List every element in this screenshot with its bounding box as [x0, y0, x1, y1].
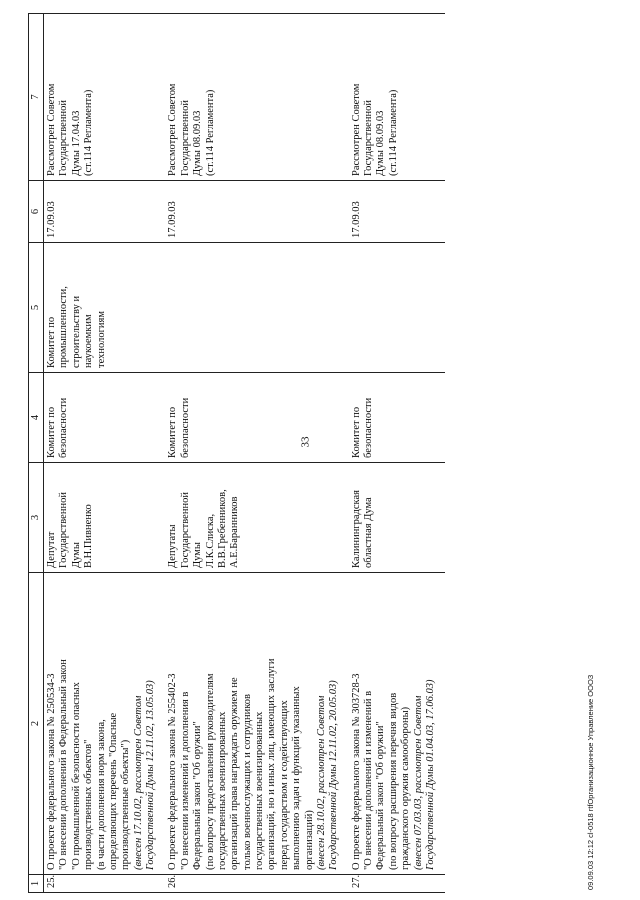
bill-status-line: Государственной [58, 100, 70, 176]
footer-text: 09.09.03 12:12 cl-0518 rtfОрганизационное Управление ОООЗ [586, 674, 595, 890]
bill-author-line: В.Н.Пивненко [83, 504, 95, 568]
bill-description-dates-line: (внесен 07.03.03, рассмотрен Советом [412, 695, 424, 870]
bill-description-line: (по вопросу расширения перечня видов [387, 692, 399, 870]
responsible-committee-line: Комитет по [46, 406, 57, 458]
bill-description-line: "О промышленной безопасности опасных [70, 682, 82, 870]
bill-status-line: Рассмотрен Советом [350, 83, 362, 176]
responsible-committee-line: Комитет по [167, 406, 179, 458]
review-date: 17.09.03 [165, 181, 348, 243]
responsible-committee [44, 373, 166, 463]
bill-status-line: (ст.114 Регламента) [83, 89, 95, 176]
bill-description-line: гражданского оружия самообороны) [400, 706, 412, 870]
bill-status-line: Думы 17.04.03 [70, 110, 82, 176]
responsible-committee-line: безопасности [58, 397, 70, 458]
bill-author-line: областная Дума [363, 497, 374, 568]
bill-description-line: перед государством и содействующих [278, 700, 290, 870]
row-number: 25. [44, 875, 166, 893]
co-executor-committee [165, 243, 348, 373]
bill-author-line: Думы [70, 542, 82, 568]
review-date: 17.09.03 [349, 181, 446, 243]
bill-description [349, 573, 446, 875]
bill-status-line: Государственной [179, 100, 191, 176]
bill-description-dates-line: (внесен 17.10.02, рассмотрен Советом [132, 695, 144, 870]
responsible-committee-line: Комитет по [350, 406, 362, 458]
column-header: 3 [29, 463, 44, 573]
table-row [349, 14, 446, 893]
column-number-row [29, 14, 44, 893]
bill-description-line: производственных объектов" [83, 739, 95, 870]
bill-status-line: (ст.114 Регламента) [387, 89, 399, 176]
column-header: 6 [29, 181, 44, 243]
column-header: 4 [29, 373, 44, 463]
bill-description-line: государственных военизированных [216, 711, 228, 870]
responsible-committee [165, 373, 348, 463]
bill-description-line: О проекте федерального закона № 250534-3 [46, 673, 57, 870]
review-date: 17.09.03 [44, 181, 166, 243]
bill-description-dates-line: (внесен 28.10.02, рассмотрен Советом [315, 695, 327, 870]
bill-status-line: (ст.114 Регламента) [204, 89, 216, 176]
co-executor-committee-line: Комитет по [46, 316, 57, 368]
bill-status-line: Рассмотрен Советом [46, 83, 57, 176]
bill-status-line: Государственной [363, 100, 374, 176]
column-header: 5 [29, 243, 44, 373]
column-header: 7 [29, 14, 44, 181]
bill-author-line: Государственной [58, 492, 70, 568]
bill-description-line: Федеральный закон "Об оружии" [192, 721, 204, 870]
bill-description-line: организаций права награждать оружием не [229, 677, 241, 870]
rotated-table-sheet [28, 13, 573, 893]
bill-author [349, 463, 446, 573]
bill-description [165, 573, 348, 875]
bill-description-line: "О внесении дополнений и изменений в [363, 690, 374, 870]
bill-author [165, 463, 348, 573]
bill-author-line: Депутат [46, 531, 57, 568]
bill-author-line: Думы [192, 542, 204, 568]
bill-description-line: организаций, но и иных лиц, имеющих заслуги [266, 658, 278, 870]
bill-status-line: Рассмотрен Советом [167, 83, 179, 176]
table-row [44, 14, 166, 893]
bill-description-line: государственных военизированных [254, 711, 265, 870]
co-executor-committee-line: наукоемким [83, 314, 95, 368]
bill-description-line: только военнослужащих и сотрудников [241, 693, 253, 870]
co-executor-committee-line: строительству и [70, 295, 82, 368]
co-executor-committee [349, 243, 446, 373]
bill-description-line: (в части дополнения норм закона, [95, 719, 107, 870]
column-header: 1 [29, 875, 44, 893]
bill-status-line: Думы 08.09.03 [192, 110, 204, 176]
bill-description-line: "О внесении дополнений в Федеральный закон [58, 659, 70, 870]
bill-description-line: выполнению задач и функций указанных [291, 686, 303, 870]
table-row [165, 14, 348, 893]
bill-description-dates-line: Государственной Думы 12.11.02, 20.05.03) [328, 680, 340, 870]
bill-description-dates-line: Государственной Думы 01.04.03, 17.06.03) [424, 679, 436, 870]
bill-author-line: А.Е.Баранников [229, 496, 241, 568]
bill-author-line: Калининградская [350, 490, 362, 568]
bill-author-line: В.В.Гребенников, [216, 489, 228, 568]
co-executor-committee-line: технологиям [95, 311, 107, 368]
responsible-committee [349, 373, 446, 463]
bill-description-dates-line: Государственной Думы 12.11.02, 13.05.03) [145, 680, 156, 870]
responsible-committee-line: безопасности [179, 397, 191, 458]
bill-description-line: производственные объекты") [120, 739, 132, 870]
row-number: 26. [165, 875, 348, 893]
co-executor-committee [44, 243, 166, 373]
bill-author-line: Депутаты [167, 524, 179, 568]
bill-status-line: Думы 08.09.03 [375, 110, 387, 176]
bill-author [44, 463, 166, 573]
bill-status [349, 14, 446, 181]
page-number: 33 [299, 436, 312, 448]
bill-description-line: "О внесении изменений и дополнения в [179, 691, 191, 870]
column-header: 2 [29, 573, 44, 875]
responsible-committee-line: безопасности [363, 397, 374, 458]
bill-description-line: организаций) [303, 810, 315, 870]
co-executor-committee-line: промышленности, [58, 286, 70, 368]
bill-status [44, 14, 166, 181]
bill-status [165, 14, 348, 181]
table-body [44, 14, 446, 893]
bill-description-line: О проекте федерального закона № 303728-3 [350, 673, 362, 870]
bill-description-line: определяющих перечень "Опасные [107, 712, 119, 870]
bill-description-line: О проекте федерального закона № 255402-3 [167, 673, 179, 870]
bill-description-line: Федеральный закон "Об оружии" [375, 721, 387, 870]
bill-description-line: (по вопросу предоставления руководителям [204, 673, 216, 870]
row-number: 27. [349, 875, 446, 893]
bill-author-line: Л.К.Слиска, [204, 513, 216, 568]
bills-table [28, 13, 445, 893]
bill-author-line: Государственной [179, 492, 191, 568]
bill-description [44, 573, 166, 875]
